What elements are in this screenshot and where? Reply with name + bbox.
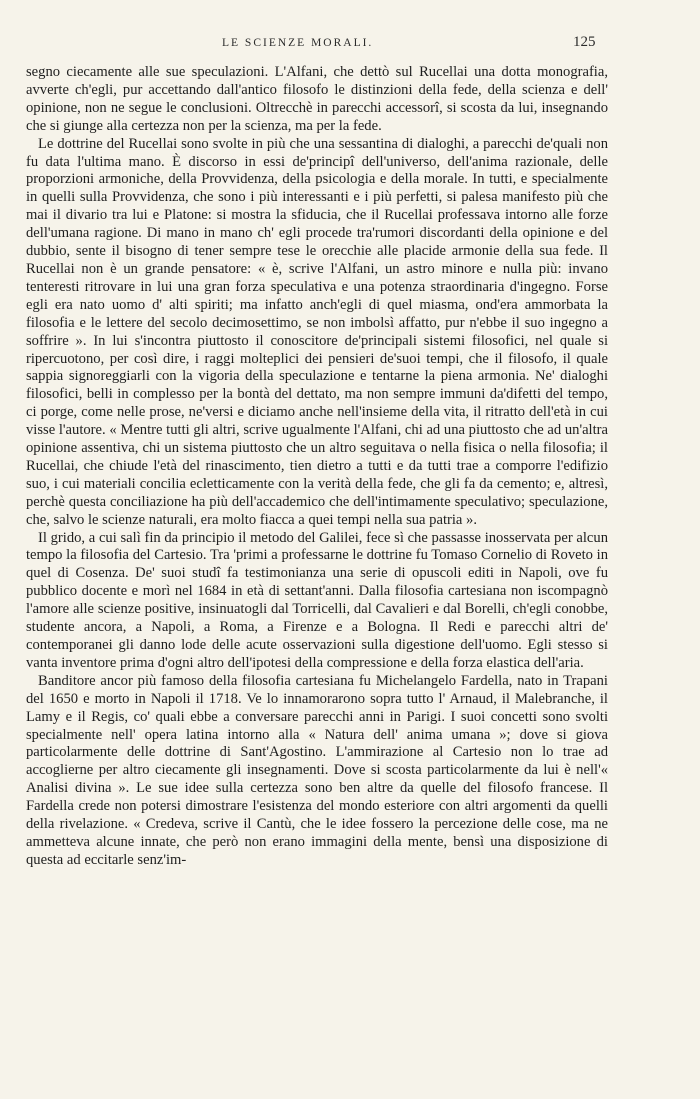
body-text (26, 64, 608, 870)
paragraph-rucellai-dialogues: Le dottrine del Rucellai sono svolte in più che una sessantina di dialoghi, a parecchi de'quali non fu data l'ultima mano. È discorso in essi de'principî dell'universo, dell'anima razionale, delle proporzioni armoniche, della Provvidenza, della psicologia e della morale. In tutti, e specialmente in quelli sulla Provvidenza, che sono i più interessanti e i più perfetti, si palesa manifesto più che mai il divario tra lui e Platone: si mostra la sfiducia, che il Rucellai professava intorno alle forze dell'umana ragione. Di mano in mano ch' egli procede tra'rumori discordanti della opinione e del dubbio, sente il bisogno di tener sempre tese le orecchie alle placide armonie della sua fede. Il Rucellai non è un grande pensatore: « è, scrive l'Alfani, un astro minore e nulla più: invano tenteresti ritrovare in lui una gran forza speculativa e una potenza straordinaria d'ingegno. Forse egli era nato uomo d' alti spiriti; ma infatto anch'egli di quel miasma, ond'era ammorbata la filosofia e le lettere del secolo decimosettimo, se non imbolsì affatto, pur n'ebbe il suo ingegno a soffrire ». In lui s'incontra piuttosto il conoscitore de'principali sistemi filosofici, nel quale si ripercuotono, per così dire, i raggi molteplici dei pensieri de'suoi tempi, che il filosofo, il quale sappia signoreggiarli con la vigoria della speculazione e tentarne la piena armonia. Ne' dialoghi filosofici, belli in complesso per la bontà del dettato, ma non sempre immuni da'difetti del tempo, ci porge, come nelle prose, ne'versi e diciamo anche nell'insieme della vita, il ritratto dell'età in cui visse l'autore. « Mentre tutti gli altri, scrive ugualmente l'Alfani, chi ad una piuttosto che ad un'altra opinione assentiva, chi un sistema piuttosto che un altro seguitava o nella fisica o nella filosofia; il Rucellai, che chiude l'età del rinascimento, tien dietro a tutti e da tutti trae a comporre l'edifizio suo, i cui materiali concilia ecletticamente con la verità della fede, che gli fa da cemento; e, altresì, perchè questa conciliazione ha più dell'accademico che dell'intimamente speculativo; speculazione, che, salvo le scienze naturali, era molto fiacca a quei tempi nella sua patria ». (26, 135, 608, 528)
running-head: LE SCIENZE MORALI. (222, 37, 374, 49)
page-header (0, 34, 700, 55)
paragraph-cornelio: Il grido, a cui salì fin da principio il metodo del Galilei, fece sì che passasse inosservata per alcun tempo la filosofia del Cartesio. Tra 'primi a professarne le dottrine fu Tomaso Cornelio di Roveto in quel di Cosenza. De' suoi studî fa testimonianza una serie di opuscoli editi in Napoli, ove fu pubblico docente e morì nel 1684 in età di settant'anni. Dalla filosofia cartesiana non iscompagnò l'amore alle scienze positive, insinuatogli dal Torricelli, dal Cavalieri e dal Borelli, ch'egli conobbe, studente ancora, a Napoli, a Roma, a Firenze e a Bologna. Il Redi e parecchi altri de' contemporanei gli danno lode delle acute osservazioni sulla digestione dell'uomo. Egli stesso si vanta inventore prima d'ogni altro dell'ipotesi della compressione e della forza elastica dell'aria. (26, 529, 608, 671)
page-number: 125 (573, 34, 596, 50)
paragraph-fardella: Banditore ancor più famoso della filosofia cartesiana fu Michelangelo Fardella, nato in Trapani del 1650 e morto in Napoli il 1718. Ve lo innamorarono sopra tutto l' Arnaud, il Malebranche, il Lamy e il Regis, co' quali ebbe a conversare parecchi anni in Parigi. I suoi concetti sono svolti specialmente nell' opera latina intorno alla « Natura dell' anima umana »; dove si giova particolarmente delle dottrine di Sant'Agostino. L'ammirazione al Cartesio non lo trae ad accoglierne per altro ciecamente gli insegnamenti. Dove si scosta particolarmente da lui è nell'« Analisi divina ». Le sue idee sulla certezza sono ben altre da quelle del filosofo francese. Il Fardella crede non potersi dimostrare l'esistenza del mondo esteriore con altri argomenti da quelli della rivelazione. « Credeva, scrive il Cantù, che le idee fossero la percezione delle cose, ma ne ammetteva alcune innate, che però non erano immagini della mente, bensì una disposizione di questa ad eccitarle senz'im- (26, 672, 608, 868)
paragraph-rucellai-intro: segno ciecamente alle sue speculazioni. L'Alfani, che dettò sul Rucellai una dotta monografia, avverte ch'egli, pur accettando dall'antico filosofo le distinzioni della fede, della scienza e dell' opinione, non ne segue le conclusioni. Oltrecchè in parecchi accessorî, si scosta da lui, insegnando che si giunge alla certezza non per la scienza, ma per la fede. (26, 64, 608, 134)
